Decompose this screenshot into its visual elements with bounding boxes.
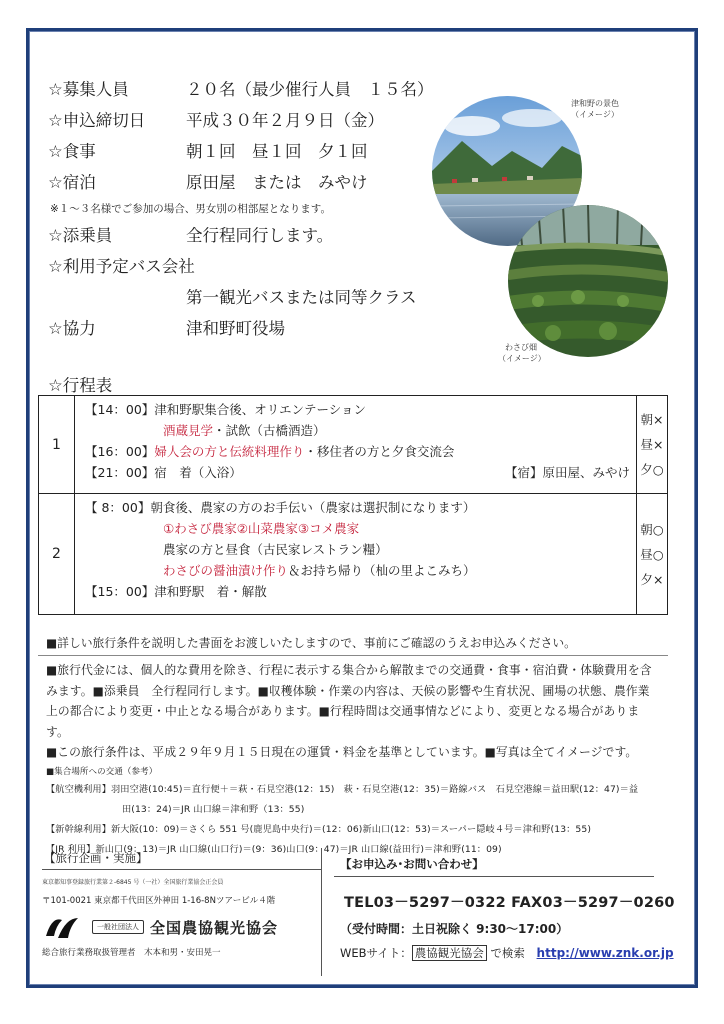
contact-phone-fax: TEL03－5297－0322 FAX03－5297－0260 — [344, 895, 675, 911]
info-row-meals — [48, 136, 468, 167]
web-search-term: 農協観光協会 — [412, 945, 487, 961]
access-route-air: 【航空機利用】羽田空港(10:45)＝直行便＋＝萩・石見空港(12：15) 萩・石見空港(12：35)＝路線バス 石見空港線＝益田駅(12：47)＝益 — [46, 783, 639, 795]
info-row-deadline — [48, 105, 468, 136]
contact-web — [334, 945, 674, 961]
info-value: 全行程同行します。 — [186, 226, 334, 245]
organizer-name: 全国農協観光協会 — [150, 918, 279, 937]
website-link[interactable]: http://www.znk.or.jp — [536, 946, 674, 960]
conditions-line: ■この旅行条件は、平成２９年９月１５日現在の運賃・料金を基準としています。■写真は全てイメージです。 — [46, 745, 638, 759]
conditions-line: みます。■添乗員 全行程同行します。■収穫体験・作業の内容は、天候の影響や生育状況、圃場の状態、農作業 — [46, 683, 650, 698]
schedule-day-2 — [39, 494, 667, 614]
contact-title: 【お申込み･お問い合わせ】 — [334, 856, 654, 877]
meal-lunch: 昼○ — [640, 546, 664, 562]
itinerary-line — [85, 560, 636, 581]
info-row-cooperation — [48, 313, 468, 344]
meal-breakfast: 朝○ — [640, 521, 664, 537]
activity-detail: ・試飲（古橋酒造） — [213, 423, 326, 438]
meal-dinner: 夕○ — [640, 462, 664, 477]
organizer-address: 〒101-0021 東京都千代田区外神田 1-16-8Nツアービル４階 — [42, 896, 276, 906]
photo-caption-wasabi — [498, 342, 544, 364]
access-route-air-cont: 田(13：24)＝JR 山口線＝津和野（13：55) — [122, 803, 305, 815]
itinerary-line: 【 8：00】朝食後、農家の方のお手伝い（農家は選択制になります） — [85, 500, 476, 515]
info-value: 第一観光バスまたは同等クラス — [186, 288, 417, 307]
day-number: 2 — [39, 494, 75, 614]
day-number: 1 — [39, 396, 75, 493]
organizer-title: 【旅行企画・実施】 — [42, 848, 322, 870]
activity-detail: ＆お持ち帰り（杣の里よこみち） — [288, 563, 476, 578]
conditions-body — [38, 656, 668, 860]
time-label: 【16：00】 — [85, 444, 155, 459]
info-label: ☆募集人員 — [48, 80, 129, 99]
info-label: ☆申込締切日 — [48, 111, 146, 130]
photo-caption-scenery — [560, 98, 630, 120]
itinerary-line: 【15：00】津和野駅 着・解散 — [85, 584, 267, 599]
conditions-line: ■旅行代金には、個人的な費用を除き、行程に表示する集合から解散までの交通費・食事・宿泊費・体験費用を含 — [46, 663, 652, 677]
highlight-activity: わさびの醤油漬け作り — [163, 563, 289, 578]
meals-column — [636, 494, 667, 614]
info-label: ☆食事 — [48, 142, 96, 161]
contact-hours: （受付時間：土日祝除く 9:30～17:00） — [340, 922, 569, 936]
highlight-activity: 婦人会の方と伝統料理作り — [154, 444, 305, 459]
info-value: 平成３０年２月９日（金） — [186, 111, 384, 130]
wasabi-field-photo — [508, 205, 668, 357]
itinerary-line — [85, 462, 636, 483]
info-label: ☆添乗員 — [48, 226, 113, 245]
lodging-note: ※１～３名様でご参加の場合、男女別の相部屋となります。 — [50, 203, 331, 215]
caption-line: わさび畑 — [505, 343, 537, 352]
info-label: ☆宿泊 — [48, 173, 96, 192]
info-row-bus-value — [48, 282, 468, 313]
tour-info — [48, 74, 468, 344]
schedule-table — [38, 395, 668, 615]
organizer-managers: 総合旅行業務取扱管理者 木本和男・安田晃一 — [42, 948, 221, 958]
info-value: ２０名（最少催行人員 １５名） — [186, 80, 434, 99]
itinerary-line: 【14：00】津和野駅集合後、オリエンテーション — [85, 402, 367, 417]
activity-detail: 【21：00】宿 着（入浴） — [85, 465, 242, 480]
znk-logo-icon — [42, 914, 86, 940]
caption-line: （イメージ） — [571, 110, 619, 119]
info-value: 朝１回 昼１回 夕１回 — [186, 142, 368, 161]
corporation-type-badge: 一般社団法人 — [92, 920, 144, 934]
organizer-logo-row — [42, 912, 321, 942]
info-value: 原田屋 または みやけ — [186, 173, 368, 192]
info-row-conductor — [48, 220, 468, 251]
access-heading: ■集合場所への交通（参考） — [46, 766, 158, 777]
meal-breakfast: 朝× — [640, 412, 664, 427]
info-row-participants — [48, 74, 468, 105]
caption-line: （イメージ） — [498, 354, 546, 363]
schedule-title: ☆行程表 — [48, 376, 113, 395]
info-label: ☆利用予定バス会社 — [48, 257, 195, 276]
meal-dinner: 夕× — [640, 571, 664, 587]
info-value: 津和野町役場 — [186, 319, 285, 338]
day-itinerary — [75, 396, 636, 487]
access-route-shinkansen: 【新幹線利用】新大阪(10：09)＝さくら 551 号(鹿児島中央行)＝(12：06)新山口(12：53)＝スーパー隠岐４号＝津和野(13：55) — [46, 823, 591, 835]
contact-block — [334, 856, 675, 976]
highlight-activity: 酒蔵見学 — [163, 423, 214, 438]
organizer-block — [38, 848, 322, 976]
web-search-label: で検索 — [490, 946, 525, 960]
itinerary-line — [85, 420, 636, 441]
itinerary-line: ①わさび農家②山菜農家③コメ農家 — [163, 521, 360, 536]
itinerary-line: 農家の方と昼食（古民家レストラン糧） — [163, 542, 388, 557]
activity-detail: ・移住者の方と夕食交流会 — [304, 444, 455, 459]
organizer-registration: 東京都知事登録旅行業第２-6845 号（一社）全国旅行業協会正会員 — [42, 879, 224, 886]
conditions-line: 上の都合により変更・中止となる場合があります。■行程時間は交通事情などにより、変更となる場合があります。 — [46, 704, 640, 739]
access-route-jr: 【JR 利用】新山口(9：13)＝JR 山口線(山口行)＝(9：36)山口(9：47)＝JR 山口線(益田行)＝津和野(11：09) — [46, 843, 502, 855]
meal-lunch: 昼× — [640, 437, 664, 452]
conditions-notice: ■詳しい旅行条件を説明した書面をお渡しいたしますので、事前にご確認のうえお申込みください。 — [38, 631, 668, 656]
caption-line: 津和野の景色 — [571, 99, 619, 108]
travel-conditions — [38, 631, 668, 855]
meals-column — [636, 396, 667, 493]
day-itinerary — [75, 494, 636, 606]
info-label: ☆協力 — [48, 319, 96, 338]
schedule-day-1 — [39, 396, 667, 494]
web-label: WEBサイト： — [340, 946, 412, 960]
info-row-bus — [48, 251, 468, 282]
lodging-label: 【宿】原田屋、みやけ — [504, 465, 630, 480]
itinerary-line — [85, 441, 636, 462]
info-row-lodging — [48, 167, 468, 198]
